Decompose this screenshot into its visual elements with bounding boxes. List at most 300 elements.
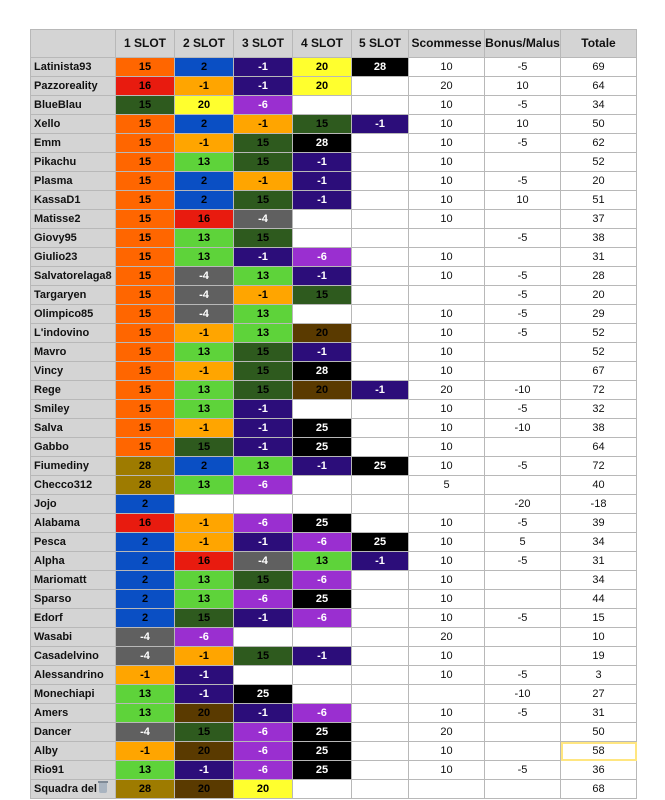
- slot-4-cell[interactable]: [293, 666, 352, 685]
- player-name-cell[interactable]: [31, 400, 116, 419]
- slot-4-cell[interactable]: [293, 495, 352, 514]
- player-name-cell[interactable]: [31, 647, 116, 666]
- bonus-malus-cell[interactable]: [485, 571, 561, 590]
- slot-4-cell[interactable]: 15: [293, 115, 352, 134]
- slot-5-cell[interactable]: [352, 419, 409, 438]
- slot-5-cell[interactable]: -1: [352, 381, 409, 400]
- slot-4-cell[interactable]: [293, 305, 352, 324]
- slot-2-cell[interactable]: 2: [175, 58, 234, 77]
- scommesse-cell[interactable]: 10: [409, 590, 485, 609]
- player-name-cell[interactable]: [31, 514, 116, 533]
- scommesse-cell[interactable]: 10: [409, 343, 485, 362]
- slot-4-cell[interactable]: -1: [293, 172, 352, 191]
- slot-5-cell[interactable]: [352, 742, 409, 761]
- bonus-malus-cell[interactable]: -10: [485, 419, 561, 438]
- slot-1-cell[interactable]: 2: [116, 571, 175, 590]
- slot-3-cell[interactable]: 15: [234, 343, 293, 362]
- scommesse-cell[interactable]: 10: [409, 742, 485, 761]
- slot-3-cell[interactable]: -1: [234, 704, 293, 723]
- totale-cell[interactable]: 52: [561, 153, 637, 172]
- totale-cell[interactable]: 29: [561, 305, 637, 324]
- slot-4-cell[interactable]: -6: [293, 571, 352, 590]
- slot-1-cell[interactable]: 13: [116, 761, 175, 780]
- totale-cell[interactable]: 40: [561, 476, 637, 495]
- slot-2-cell[interactable]: -4: [175, 286, 234, 305]
- slot-3-cell[interactable]: [234, 666, 293, 685]
- scommesse-cell[interactable]: 10: [409, 153, 485, 172]
- scommesse-cell[interactable]: 10: [409, 362, 485, 381]
- slot-3-cell[interactable]: -4: [234, 210, 293, 229]
- bonus-malus-cell[interactable]: -5: [485, 552, 561, 571]
- slot-1-cell[interactable]: 28: [116, 780, 175, 799]
- player-name-cell[interactable]: [31, 286, 116, 305]
- scommesse-cell[interactable]: 20: [409, 381, 485, 400]
- slot-2-cell[interactable]: 2: [175, 115, 234, 134]
- scommesse-cell[interactable]: 10: [409, 419, 485, 438]
- bonus-malus-cell[interactable]: 10: [485, 191, 561, 210]
- slot-1-cell[interactable]: 15: [116, 191, 175, 210]
- slot-5-cell[interactable]: [352, 172, 409, 191]
- player-name-cell[interactable]: [31, 704, 116, 723]
- bonus-malus-cell[interactable]: -5: [485, 609, 561, 628]
- slot-5-cell[interactable]: [352, 305, 409, 324]
- slot-3-cell[interactable]: -1: [234, 115, 293, 134]
- slot-1-cell[interactable]: 15: [116, 267, 175, 286]
- scommesse-cell[interactable]: 10: [409, 533, 485, 552]
- totale-cell[interactable]: 67: [561, 362, 637, 381]
- slot-1-cell[interactable]: -1: [116, 666, 175, 685]
- slot-2-cell[interactable]: -1: [175, 324, 234, 343]
- slot-4-cell[interactable]: 15: [293, 286, 352, 305]
- slot-4-cell[interactable]: 28: [293, 362, 352, 381]
- player-name-cell[interactable]: [31, 438, 116, 457]
- slot-1-cell[interactable]: 2: [116, 609, 175, 628]
- bonus-malus-cell[interactable]: [485, 153, 561, 172]
- player-name-cell[interactable]: [31, 495, 116, 514]
- slot-3-cell[interactable]: -4: [234, 552, 293, 571]
- slot-5-cell[interactable]: [352, 153, 409, 172]
- slot-1-cell[interactable]: -4: [116, 723, 175, 742]
- slot-2-cell[interactable]: -1: [175, 514, 234, 533]
- slot-1-cell[interactable]: 2: [116, 495, 175, 514]
- totale-cell[interactable]: 19: [561, 647, 637, 666]
- scommesse-cell[interactable]: 20: [409, 628, 485, 647]
- scommesse-cell[interactable]: 10: [409, 267, 485, 286]
- slot-1-cell[interactable]: 15: [116, 400, 175, 419]
- slot-4-cell[interactable]: 20: [293, 77, 352, 96]
- player-name-cell[interactable]: [31, 77, 116, 96]
- totale-cell[interactable]: 52: [561, 343, 637, 362]
- scommesse-cell[interactable]: 10: [409, 704, 485, 723]
- bonus-malus-cell[interactable]: [485, 210, 561, 229]
- slot-2-cell[interactable]: 13: [175, 400, 234, 419]
- slot-3-cell[interactable]: 13: [234, 305, 293, 324]
- slot-4-cell[interactable]: 20: [293, 381, 352, 400]
- slot-1-cell[interactable]: 2: [116, 533, 175, 552]
- slot-2-cell[interactable]: 13: [175, 381, 234, 400]
- slot-2-cell[interactable]: 13: [175, 571, 234, 590]
- slot-3-cell[interactable]: -6: [234, 476, 293, 495]
- totale-cell[interactable]: 36: [561, 761, 637, 780]
- player-name-cell[interactable]: [31, 419, 116, 438]
- slot-5-cell[interactable]: [352, 229, 409, 248]
- slot-1-cell[interactable]: 16: [116, 77, 175, 96]
- slot-3-cell[interactable]: -1: [234, 58, 293, 77]
- slot-4-cell[interactable]: [293, 96, 352, 115]
- slot-1-cell[interactable]: 2: [116, 552, 175, 571]
- slot-5-cell[interactable]: [352, 267, 409, 286]
- player-name-cell[interactable]: [31, 267, 116, 286]
- player-name-cell[interactable]: [31, 476, 116, 495]
- slot-5-cell[interactable]: 25: [352, 533, 409, 552]
- totale-cell[interactable]: 72: [561, 381, 637, 400]
- slot-5-cell[interactable]: -1: [352, 115, 409, 134]
- slot-4-cell[interactable]: -6: [293, 248, 352, 267]
- bonus-malus-cell[interactable]: -5: [485, 305, 561, 324]
- slot-3-cell[interactable]: -1: [234, 609, 293, 628]
- player-name-cell[interactable]: [31, 324, 116, 343]
- player-name-cell[interactable]: [31, 343, 116, 362]
- player-name-cell[interactable]: [31, 134, 116, 153]
- scommesse-cell[interactable]: 10: [409, 438, 485, 457]
- slot-3-cell[interactable]: 25: [234, 685, 293, 704]
- slot-2-cell[interactable]: -1: [175, 77, 234, 96]
- slot-5-cell[interactable]: [352, 609, 409, 628]
- totale-cell[interactable]: 68: [561, 780, 637, 799]
- slot-2-cell[interactable]: 15: [175, 609, 234, 628]
- player-name-cell[interactable]: [31, 780, 116, 799]
- scommesse-cell[interactable]: 10: [409, 457, 485, 476]
- bonus-malus-cell[interactable]: -10: [485, 685, 561, 704]
- scommesse-cell[interactable]: 10: [409, 552, 485, 571]
- slot-3-cell[interactable]: [234, 628, 293, 647]
- totale-cell[interactable]: 64: [561, 438, 637, 457]
- slot-2-cell[interactable]: 13: [175, 590, 234, 609]
- slot-1-cell[interactable]: 15: [116, 96, 175, 115]
- slot-4-cell[interactable]: [293, 685, 352, 704]
- slot-3-cell[interactable]: 15: [234, 191, 293, 210]
- totale-cell[interactable]: 34: [561, 96, 637, 115]
- bonus-malus-cell[interactable]: [485, 723, 561, 742]
- slot-2-cell[interactable]: 15: [175, 723, 234, 742]
- slot-1-cell[interactable]: 15: [116, 115, 175, 134]
- slot-5-cell[interactable]: [352, 476, 409, 495]
- slot-2-cell[interactable]: 2: [175, 457, 234, 476]
- totale-cell[interactable]: 62: [561, 134, 637, 153]
- scommesse-cell[interactable]: 10: [409, 761, 485, 780]
- totale-cell[interactable]: 38: [561, 419, 637, 438]
- slot-3-cell[interactable]: -6: [234, 761, 293, 780]
- bonus-malus-cell[interactable]: -5: [485, 761, 561, 780]
- slot-1-cell[interactable]: 15: [116, 343, 175, 362]
- slot-4-cell[interactable]: 25: [293, 590, 352, 609]
- player-name-cell[interactable]: [31, 229, 116, 248]
- bonus-malus-cell[interactable]: -5: [485, 514, 561, 533]
- slot-5-cell[interactable]: [352, 590, 409, 609]
- scommesse-cell[interactable]: 10: [409, 96, 485, 115]
- scommesse-cell[interactable]: 10: [409, 191, 485, 210]
- slot-1-cell[interactable]: 2: [116, 590, 175, 609]
- scommesse-cell[interactable]: 10: [409, 514, 485, 533]
- slot-4-cell[interactable]: 13: [293, 552, 352, 571]
- slot-1-cell[interactable]: 13: [116, 704, 175, 723]
- totale-cell[interactable]: -18: [561, 495, 637, 514]
- bonus-malus-cell[interactable]: -5: [485, 134, 561, 153]
- bonus-malus-cell[interactable]: -5: [485, 58, 561, 77]
- slot-3-cell[interactable]: 15: [234, 229, 293, 248]
- slot-5-cell[interactable]: [352, 495, 409, 514]
- slot-5-cell[interactable]: [352, 343, 409, 362]
- scommesse-cell[interactable]: 20: [409, 723, 485, 742]
- slot-1-cell[interactable]: 15: [116, 229, 175, 248]
- player-name-cell[interactable]: [31, 362, 116, 381]
- scommesse-cell[interactable]: 10: [409, 571, 485, 590]
- slot-1-cell[interactable]: 15: [116, 286, 175, 305]
- slot-4-cell[interactable]: -6: [293, 533, 352, 552]
- scommesse-cell[interactable]: 10: [409, 58, 485, 77]
- scommesse-cell[interactable]: 10: [409, 400, 485, 419]
- slot-3-cell[interactable]: 15: [234, 362, 293, 381]
- slot-4-cell[interactable]: -1: [293, 191, 352, 210]
- slot-5-cell[interactable]: [352, 666, 409, 685]
- totale-cell[interactable]: 10: [561, 628, 637, 647]
- slot-5-cell[interactable]: [352, 723, 409, 742]
- slot-1-cell[interactable]: 15: [116, 58, 175, 77]
- slot-2-cell[interactable]: -1: [175, 419, 234, 438]
- player-name-cell[interactable]: [31, 191, 116, 210]
- bonus-malus-cell[interactable]: [485, 780, 561, 799]
- scommesse-cell[interactable]: 10: [409, 305, 485, 324]
- slot-4-cell[interactable]: 25: [293, 514, 352, 533]
- slot-3-cell[interactable]: 15: [234, 571, 293, 590]
- scommesse-cell[interactable]: [409, 229, 485, 248]
- slot-2-cell[interactable]: [175, 495, 234, 514]
- slot-1-cell[interactable]: 15: [116, 210, 175, 229]
- scommesse-cell[interactable]: [409, 685, 485, 704]
- scommesse-cell[interactable]: 10: [409, 210, 485, 229]
- slot-1-cell[interactable]: 15: [116, 172, 175, 191]
- slot-2-cell[interactable]: -1: [175, 685, 234, 704]
- player-name-cell[interactable]: [31, 172, 116, 191]
- totale-cell[interactable]: 58: [561, 742, 637, 761]
- player-name-cell[interactable]: [31, 761, 116, 780]
- player-name-cell[interactable]: [31, 552, 116, 571]
- totale-cell[interactable]: 20: [561, 172, 637, 191]
- totale-cell[interactable]: 64: [561, 77, 637, 96]
- slot-5-cell[interactable]: [352, 96, 409, 115]
- slot-2-cell[interactable]: 13: [175, 248, 234, 267]
- slot-5-cell[interactable]: [352, 647, 409, 666]
- slot-5-cell[interactable]: [352, 324, 409, 343]
- slot-5-cell[interactable]: [352, 362, 409, 381]
- totale-cell[interactable]: 32: [561, 400, 637, 419]
- bonus-malus-cell[interactable]: [485, 343, 561, 362]
- slot-4-cell[interactable]: -1: [293, 267, 352, 286]
- bonus-malus-cell[interactable]: [485, 248, 561, 267]
- slot-5-cell[interactable]: [352, 628, 409, 647]
- totale-cell[interactable]: 3: [561, 666, 637, 685]
- totale-cell[interactable]: 31: [561, 704, 637, 723]
- player-name-cell[interactable]: [31, 685, 116, 704]
- totale-cell[interactable]: 38: [561, 229, 637, 248]
- bonus-malus-cell[interactable]: [485, 590, 561, 609]
- slot-3-cell[interactable]: -1: [234, 248, 293, 267]
- slot-4-cell[interactable]: 25: [293, 438, 352, 457]
- slot-4-cell[interactable]: 25: [293, 761, 352, 780]
- slot-2-cell[interactable]: -1: [175, 362, 234, 381]
- bonus-malus-cell[interactable]: -5: [485, 400, 561, 419]
- scommesse-cell[interactable]: 10: [409, 647, 485, 666]
- totale-cell[interactable]: 37: [561, 210, 637, 229]
- slot-3-cell[interactable]: -1: [234, 533, 293, 552]
- slot-2-cell[interactable]: -4: [175, 305, 234, 324]
- scommesse-cell[interactable]: [409, 286, 485, 305]
- slot-3-cell[interactable]: 15: [234, 134, 293, 153]
- slot-1-cell[interactable]: 28: [116, 457, 175, 476]
- player-name-cell[interactable]: [31, 723, 116, 742]
- slot-4-cell[interactable]: [293, 628, 352, 647]
- slot-3-cell[interactable]: -6: [234, 742, 293, 761]
- slot-3-cell[interactable]: 20: [234, 780, 293, 799]
- slot-5-cell[interactable]: [352, 438, 409, 457]
- slot-2-cell[interactable]: 13: [175, 343, 234, 362]
- scommesse-cell[interactable]: 10: [409, 172, 485, 191]
- bonus-malus-cell[interactable]: -5: [485, 457, 561, 476]
- slot-3-cell[interactable]: -1: [234, 286, 293, 305]
- totale-cell[interactable]: 34: [561, 533, 637, 552]
- totale-cell[interactable]: 28: [561, 267, 637, 286]
- slot-1-cell[interactable]: 15: [116, 153, 175, 172]
- slot-5-cell[interactable]: [352, 286, 409, 305]
- slot-1-cell[interactable]: 16: [116, 514, 175, 533]
- slot-5-cell[interactable]: [352, 571, 409, 590]
- totale-cell[interactable]: 44: [561, 590, 637, 609]
- bonus-malus-cell[interactable]: -5: [485, 324, 561, 343]
- player-name-cell[interactable]: [31, 381, 116, 400]
- slot-2-cell[interactable]: -1: [175, 761, 234, 780]
- slot-4-cell[interactable]: -1: [293, 647, 352, 666]
- player-name-cell[interactable]: [31, 571, 116, 590]
- slot-4-cell[interactable]: [293, 780, 352, 799]
- totale-cell[interactable]: 50: [561, 115, 637, 134]
- scommesse-cell[interactable]: [409, 495, 485, 514]
- slot-1-cell[interactable]: 13: [116, 685, 175, 704]
- slot-1-cell[interactable]: -4: [116, 628, 175, 647]
- totale-cell[interactable]: 39: [561, 514, 637, 533]
- slot-1-cell[interactable]: 15: [116, 324, 175, 343]
- bonus-malus-cell[interactable]: -5: [485, 704, 561, 723]
- slot-5-cell[interactable]: 28: [352, 58, 409, 77]
- scommesse-cell[interactable]: 5: [409, 476, 485, 495]
- slot-2-cell[interactable]: 20: [175, 96, 234, 115]
- player-name-cell[interactable]: [31, 609, 116, 628]
- slot-3-cell[interactable]: -1: [234, 172, 293, 191]
- slot-5-cell[interactable]: [352, 400, 409, 419]
- slot-1-cell[interactable]: 15: [116, 362, 175, 381]
- slot-3-cell[interactable]: -1: [234, 400, 293, 419]
- slot-3-cell[interactable]: 13: [234, 324, 293, 343]
- slot-2-cell[interactable]: -1: [175, 134, 234, 153]
- slot-1-cell[interactable]: 28: [116, 476, 175, 495]
- slot-2-cell[interactable]: 15: [175, 438, 234, 457]
- slot-2-cell[interactable]: -6: [175, 628, 234, 647]
- slot-2-cell[interactable]: 13: [175, 229, 234, 248]
- slot-5-cell[interactable]: [352, 514, 409, 533]
- bonus-malus-cell[interactable]: [485, 438, 561, 457]
- slot-4-cell[interactable]: 25: [293, 742, 352, 761]
- totale-cell[interactable]: 52: [561, 324, 637, 343]
- scommesse-cell[interactable]: 20: [409, 77, 485, 96]
- bonus-malus-cell[interactable]: -5: [485, 267, 561, 286]
- slot-2-cell[interactable]: 20: [175, 780, 234, 799]
- slot-3-cell[interactable]: -6: [234, 514, 293, 533]
- slot-3-cell[interactable]: 15: [234, 647, 293, 666]
- slot-4-cell[interactable]: [293, 210, 352, 229]
- bonus-malus-cell[interactable]: -5: [485, 172, 561, 191]
- bonus-malus-cell[interactable]: -5: [485, 666, 561, 685]
- totale-cell[interactable]: 69: [561, 58, 637, 77]
- slot-4-cell[interactable]: [293, 400, 352, 419]
- scommesse-cell[interactable]: 10: [409, 115, 485, 134]
- slot-2-cell[interactable]: 13: [175, 153, 234, 172]
- slot-1-cell[interactable]: 15: [116, 381, 175, 400]
- player-name-cell[interactable]: [31, 115, 116, 134]
- slot-4-cell[interactable]: -1: [293, 153, 352, 172]
- slot-4-cell[interactable]: -1: [293, 457, 352, 476]
- slot-4-cell[interactable]: 25: [293, 723, 352, 742]
- bonus-malus-cell[interactable]: [485, 628, 561, 647]
- slot-3-cell[interactable]: 15: [234, 153, 293, 172]
- slot-2-cell[interactable]: -1: [175, 647, 234, 666]
- player-name-cell[interactable]: [31, 153, 116, 172]
- slot-4-cell[interactable]: 28: [293, 134, 352, 153]
- slot-3-cell[interactable]: -6: [234, 96, 293, 115]
- scommesse-cell[interactable]: 10: [409, 666, 485, 685]
- slot-5-cell[interactable]: [352, 704, 409, 723]
- slot-2-cell[interactable]: 2: [175, 191, 234, 210]
- slot-3-cell[interactable]: [234, 495, 293, 514]
- slot-1-cell[interactable]: -4: [116, 647, 175, 666]
- slot-1-cell[interactable]: 15: [116, 248, 175, 267]
- slot-2-cell[interactable]: -4: [175, 267, 234, 286]
- totale-cell[interactable]: 34: [561, 571, 637, 590]
- scommesse-cell[interactable]: 10: [409, 134, 485, 153]
- slot-3-cell[interactable]: -6: [234, 590, 293, 609]
- slot-2-cell[interactable]: 20: [175, 742, 234, 761]
- slot-4-cell[interactable]: -6: [293, 609, 352, 628]
- totale-cell[interactable]: 15: [561, 609, 637, 628]
- scommesse-cell[interactable]: 10: [409, 248, 485, 267]
- totale-cell[interactable]: 50: [561, 723, 637, 742]
- slot-5-cell[interactable]: [352, 77, 409, 96]
- slot-5-cell[interactable]: [352, 685, 409, 704]
- slot-3-cell[interactable]: 15: [234, 381, 293, 400]
- totale-cell[interactable]: 31: [561, 248, 637, 267]
- slot-4-cell[interactable]: -6: [293, 704, 352, 723]
- slot-5-cell[interactable]: 25: [352, 457, 409, 476]
- slot-2-cell[interactable]: -1: [175, 666, 234, 685]
- bonus-malus-cell[interactable]: [485, 362, 561, 381]
- slot-1-cell[interactable]: 15: [116, 438, 175, 457]
- slot-2-cell[interactable]: 16: [175, 552, 234, 571]
- slot-4-cell[interactable]: 25: [293, 419, 352, 438]
- slot-5-cell[interactable]: -1: [352, 552, 409, 571]
- player-name-cell[interactable]: [31, 96, 116, 115]
- bonus-malus-cell[interactable]: -10: [485, 381, 561, 400]
- bonus-malus-cell[interactable]: -5: [485, 229, 561, 248]
- totale-cell[interactable]: 20: [561, 286, 637, 305]
- scommesse-cell[interactable]: 10: [409, 609, 485, 628]
